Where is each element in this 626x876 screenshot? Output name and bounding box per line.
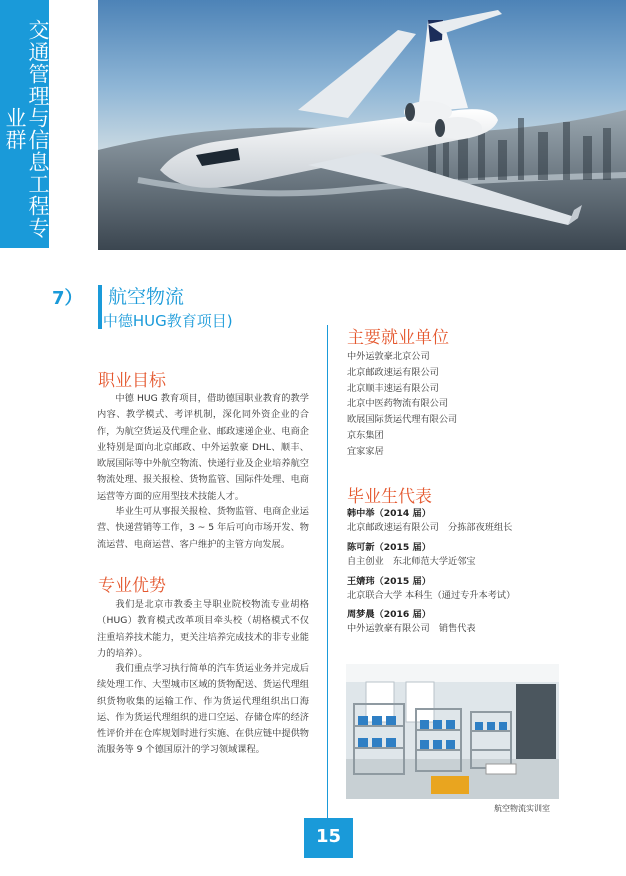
advantages-heading: 专业优势 (98, 576, 166, 596)
section-number: 7） (52, 288, 83, 309)
photo-caption: 航空物流实训室 (494, 804, 550, 813)
career-goal-heading: 职业目标 (98, 371, 166, 391)
graduate-name: 周梦晨（2016 届） (347, 609, 431, 620)
advantages-paragraph-1: 我们是北京市教委主导职业院校物流专业胡格（HUG）教育模式改革项目牵头校（胡格模式不仅注重培养技术能力，更关注培养完成技术的非专业能力的培养）。 (97, 599, 309, 659)
graduate-entry (347, 541, 476, 569)
graduate-entry (347, 507, 512, 535)
graduate-detail: 北京邮政速运有限公司 分拣部夜班组长 (347, 522, 513, 533)
graduate-detail: 中外运敦豪有限公司 销售代表 (347, 623, 476, 634)
graduate-name: 陈可新（2015 届） (347, 542, 431, 553)
employer-item: 京东集团 (347, 429, 384, 441)
career-goal-paragraph-2: 毕业生可从事报关报检、货物监管、电商企业运营、快递营销等工作，3 ~ 5 年后可向市场开发、物流运营、电商运营、客户维护的主管方向发展。 (97, 506, 309, 550)
graduate-name: 韩中举（2014 届） (347, 508, 431, 519)
hero-airplane-image (98, 0, 626, 250)
employer-item: 北京顺丰速运有限公司 (347, 382, 439, 394)
graduate-name: 王婧玮（2015 届） (347, 576, 431, 587)
graduate-detail: 北京联合大学 本科生（通过专升本考试） (347, 590, 516, 601)
graduate-entry (347, 575, 515, 603)
employer-item: 中外运敦豪北京公司 (347, 351, 430, 362)
sidebar-band (0, 0, 49, 248)
career-goal-paragraph-1: 中德 HUG 教育项目，借助德国职业教育的教学内容、教学模式、考评机制，深化同外资企业的合作，为航空货运及代理企业、邮政速递企业、电商企业特别是面向北京邮政、中外运敦豪 DHL、顺丰、欧展国际等中外航空物流、快递行业及企业培养航空物流处理、报关报检、货物监管、国际件处理、电商运营等方面的应用型技术技能人才。 (97, 393, 309, 502)
employer-item: 欧展国际货运代理有限公司 (347, 414, 458, 426)
page-number: 15 (315, 826, 342, 847)
section-title: 航空物流 (108, 286, 185, 308)
graduates-heading: 毕业生代表 (347, 487, 432, 507)
advantages-paragraph-2: 我们重点学习执行简单的汽车货运业务并完成后续处理工作、大型城市区域的货物配送、货运代理组织货物收集的运输工作、作为货运代理组织出口海运、作为货运代理组织的进口空运、存储仓库的经济性评价并在仓库规划时进行实施、在供应链中提供物流服务等 9 个德国原汁的学习领域课程。 (97, 663, 309, 756)
employer-item: 宜家家居 (347, 445, 384, 457)
training-room-photo (346, 664, 559, 799)
employers-heading: 主要就业单位 (347, 328, 449, 348)
sidebar-label: 交通管理与信息工程专业群 (3, 19, 50, 239)
graduate-entry (347, 608, 476, 636)
section-subtitle: (中德HUG教育项目) (97, 312, 233, 330)
employers-list (347, 349, 457, 460)
column-divider (327, 325, 328, 830)
employer-item: 北京邮政速运有限公司 (347, 366, 439, 378)
employer-item: 北京中医药物流有限公司 (347, 398, 449, 410)
graduate-detail: 自主创业 东北师范大学近邻宝 (347, 556, 476, 567)
